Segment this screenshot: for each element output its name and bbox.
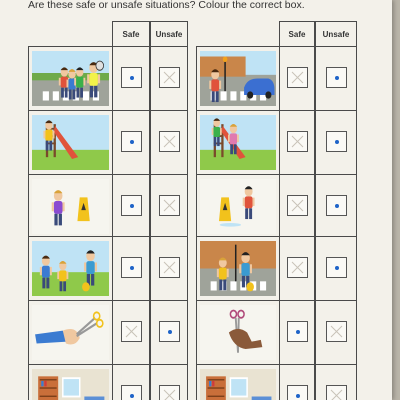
blue-dot-mark xyxy=(130,394,134,398)
child-walking-near-wet-floor-sign-illustration xyxy=(32,179,109,234)
right-situation-picture-row-2 xyxy=(196,110,280,175)
right-unsafe-cell xyxy=(315,46,357,111)
faint-cross-mark xyxy=(163,135,176,148)
left-unsafe-header: Unsafe xyxy=(150,21,188,46)
right-unsafe-checkbox-row-4[interactable] xyxy=(326,257,347,278)
left-unsafe-cell xyxy=(150,364,188,400)
faint-cross-mark xyxy=(163,71,176,84)
right-safe-cell xyxy=(279,364,315,400)
right-unsafe-checkbox-row-6[interactable] xyxy=(326,385,347,400)
faint-cross-mark xyxy=(291,199,304,212)
blue-dot-mark xyxy=(335,140,339,144)
right-unsafe-checkbox-row-3[interactable] xyxy=(326,195,347,216)
blue-dot-mark xyxy=(335,204,339,208)
tidy-room-illustration xyxy=(32,369,109,400)
right-situation-picture-row-4 xyxy=(196,236,280,301)
right-unsafe-header: Unsafe xyxy=(315,21,357,46)
right-unsafe-cell xyxy=(315,364,357,400)
right-safe-cell xyxy=(279,300,315,365)
left-situation-picture-row-3 xyxy=(28,174,113,239)
right-situation-picture-row-6 xyxy=(196,364,280,400)
faint-cross-mark xyxy=(163,389,176,400)
right-unsafe-checkbox-row-2[interactable] xyxy=(326,131,347,152)
left-safe-cell xyxy=(112,46,150,111)
faint-cross-mark xyxy=(163,199,176,212)
right-unsafe-checkbox-row-1[interactable] xyxy=(326,67,347,88)
right-safe-checkbox-row-4[interactable] xyxy=(287,257,308,278)
right-safe-cell xyxy=(279,110,315,175)
right-safe-checkbox-row-3[interactable] xyxy=(287,195,308,216)
right-situation-picture-row-5 xyxy=(196,300,280,365)
left-unsafe-checkbox-row-3[interactable] xyxy=(159,195,180,216)
children-playing-ball-on-road-illustration xyxy=(200,241,276,296)
left-situation-picture-row-1 xyxy=(28,46,113,111)
right-safe-cell xyxy=(279,174,315,239)
left-unsafe-cell xyxy=(150,174,188,239)
left-safe-cell xyxy=(112,364,150,400)
instruction-text: Are these safe or unsafe situations? Colour the correct box. xyxy=(28,0,305,11)
left-situation-picture-row-6 xyxy=(28,364,113,400)
faint-cross-mark xyxy=(125,325,138,338)
child-running-on-wet-floor-illustration xyxy=(200,179,276,234)
right-unsafe-cell xyxy=(315,174,357,239)
right-safe-checkbox-row-2[interactable] xyxy=(287,131,308,152)
right-safe-checkbox-row-1[interactable] xyxy=(287,67,308,88)
left-safe-cell xyxy=(112,300,150,365)
faint-cross-mark xyxy=(330,325,343,338)
left-safe-checkbox-row-1[interactable] xyxy=(121,67,142,88)
left-unsafe-checkbox-row-1[interactable] xyxy=(159,67,180,88)
child-using-slide-properly-illustration xyxy=(32,115,109,170)
right-unsafe-cell xyxy=(315,110,357,175)
left-safe-checkbox-row-3[interactable] xyxy=(121,195,142,216)
faint-cross-mark xyxy=(291,261,304,274)
left-situation-picture-row-4 xyxy=(28,236,113,301)
right-situation-picture-row-3 xyxy=(196,174,280,239)
blue-dot-mark xyxy=(296,394,300,398)
faint-cross-mark xyxy=(163,261,176,274)
right-safe-cell xyxy=(279,46,315,111)
left-safe-checkbox-row-5[interactable] xyxy=(121,321,142,342)
blue-dot-mark xyxy=(130,266,134,270)
children-playing-ball-on-grass-illustration xyxy=(32,241,109,296)
right-situation-picture-row-1 xyxy=(196,46,280,111)
left-situation-picture-row-5 xyxy=(28,300,113,365)
passing-scissors-blades-first-illustration xyxy=(200,305,276,360)
blue-dot-mark xyxy=(296,330,300,334)
left-unsafe-cell xyxy=(150,300,188,365)
right-safe-checkbox-row-6[interactable] xyxy=(287,385,308,400)
left-unsafe-cell xyxy=(150,110,188,175)
left-situation-picture-row-2 xyxy=(28,110,113,175)
faint-cross-mark xyxy=(330,389,343,400)
left-safe-checkbox-row-2[interactable] xyxy=(121,131,142,152)
right-unsafe-cell xyxy=(315,236,357,301)
left-unsafe-cell xyxy=(150,46,188,111)
left-unsafe-checkbox-row-2[interactable] xyxy=(159,131,180,152)
right-safe-checkbox-row-5[interactable] xyxy=(287,321,308,342)
blue-dot-mark xyxy=(130,76,134,80)
left-unsafe-checkbox-row-6[interactable] xyxy=(159,385,180,400)
left-safe-cell xyxy=(112,236,150,301)
right-safe-header: Safe xyxy=(279,21,315,46)
left-unsafe-cell xyxy=(150,236,188,301)
faint-cross-mark xyxy=(291,135,304,148)
blue-dot-mark xyxy=(130,140,134,144)
crossing-with-crossing-patrol-illustration xyxy=(32,51,109,106)
right-safe-cell xyxy=(279,236,315,301)
left-unsafe-checkbox-row-5[interactable] xyxy=(159,321,180,342)
faint-cross-mark xyxy=(291,71,304,84)
blue-dot-mark xyxy=(335,266,339,270)
blue-dot-mark xyxy=(168,330,172,334)
child-crossing-in-front-of-car-illustration xyxy=(200,51,276,106)
blue-dot-mark xyxy=(130,204,134,208)
untidy-room-illustration xyxy=(200,369,276,400)
left-safe-cell xyxy=(112,174,150,239)
left-unsafe-checkbox-row-4[interactable] xyxy=(159,257,180,278)
left-safe-cell xyxy=(112,110,150,175)
right-unsafe-checkbox-row-5[interactable] xyxy=(326,321,347,342)
left-safe-checkbox-row-4[interactable] xyxy=(121,257,142,278)
left-safe-header: Safe xyxy=(112,21,150,46)
right-unsafe-cell xyxy=(315,300,357,365)
passing-scissors-handle-first-illustration xyxy=(32,305,109,360)
children-climbing-up-slide-illustration xyxy=(200,115,276,170)
left-safe-checkbox-row-6[interactable] xyxy=(121,385,142,400)
blue-dot-mark xyxy=(335,76,339,80)
